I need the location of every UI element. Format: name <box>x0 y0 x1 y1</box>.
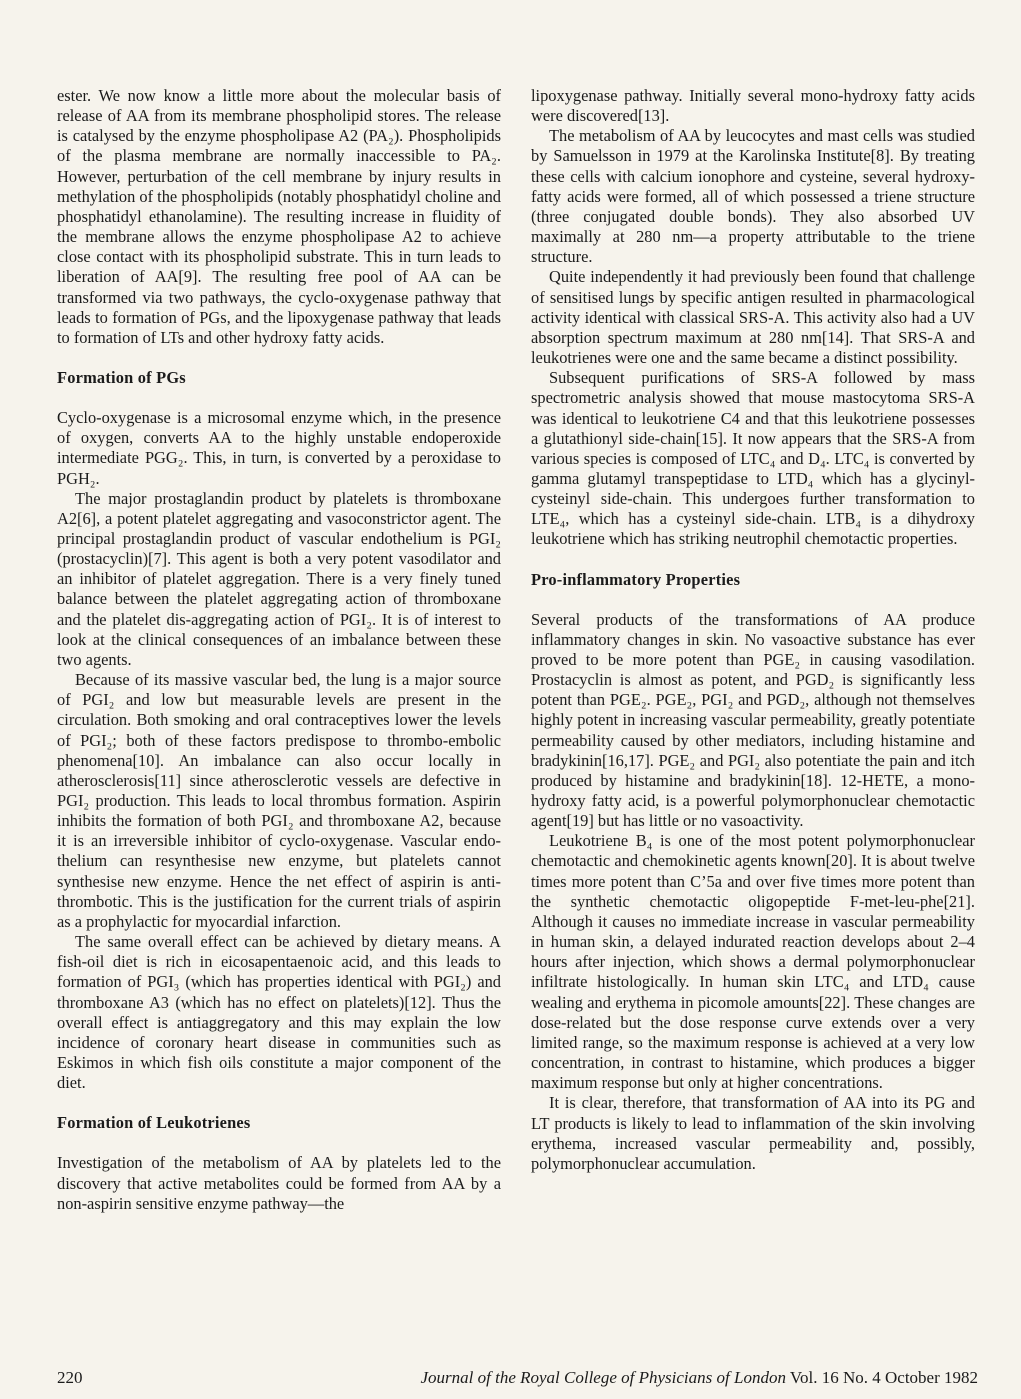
paragraph: It is clear, therefore, that transformation of AA into its PG and LT products is likely to lead to inflammation of the skin involving erythema, increased vascular permeability and, possibly, polymorphonuclear accumulation. <box>531 1093 975 1173</box>
paragraph: Leukotriene B₄ is one of the most potent polymorphonuclear chemotactic and chemokinetic agents known[20]. It is about twelve times more potent than C’5a and over five times more potent than the synthetic chemotactic oligopeptide F-met-leu-phe[21]. Although it causes no immediate increase in vascular permeability in human skin, a delayed indurated reaction develops about 2–4 hours after injection, which shows a dermal polymorphonuclear infiltrate histologically. In human skin LTC₄ and LTD₄ cause wealing and erythema in picomole amounts[22]. These changes are dose-related but the dose response curve extends over a very limited range, so the maximum response is achieved at a very low concentration, in contrast to histamine, which produces a bigger maximum response but only at higher concentrations. <box>531 831 975 1093</box>
paragraph: The same overall effect can be achieved by dietary means. A fish-oil diet is rich in eicosapentaenoic acid, and this leads to formation of PGI₃ (which has properties identical with PGI₂) and thromboxane A3 (which has no effect on platelets)[12]. Thus the overall effect is antiaggregatory and this may explain the low incidence of coronary heart disease in communities such as Eskimos in which fish oils constitute a major component of the diet. <box>57 932 501 1093</box>
paragraph: Because of its massive vascular bed, the lung is a major source of PGI₂ and low but measurable levels are present in the circulation. Both smoking and oral contraceptives lower the levels of PGI₂; both of these factors predispose to thrombo-embolic phenomena[10]. An imbalance can also occur locally in atherosclerosis[11] since atherosclerotic vessels are defective in PGI₂ production. This leads to local thrombus formation. Aspirin inhibits the formation of both PGI₂ and thromboxane A2, because it is an irreversible inhibitor of cyclo-oxygenase. Vascular endothelium can resynthesise new enzyme, but platelets cannot synthesise new enzyme. Hence the net effect of aspirin is anti-thrombotic. This is the justification for the current trials of aspirin as a prophylactic for myocardial infarction. <box>57 670 501 931</box>
paragraph: Subsequent purifications of SRS-A followed by mass spectrometric analysis showed that mouse mastocytoma SRS-A was identical to leukotriene C4 and that this leukotriene possesses a glutathionyl side-chain[15]. It now appears that the SRS-A from various species is composed of LTC₄ and D₄. LTC₄ is converted by gamma glutamyl transpeptidase to LTD₄ which has a glycinyl-cysteinyl side-chain. This undergoes further transformation to LTE₄, which has a cysteinyl side-chain. LTB₄ is a dihydroxy leukotriene which has striking neutrophil chemotactic properties. <box>531 368 975 549</box>
journal-issue: Vol. 16 No. 4 October 1982 <box>789 1368 978 1387</box>
paragraph: Cyclo-oxygenase is a microsomal enzyme which, in the presence of oxygen, converts AA to the highly unstable endoperoxide intermediate PGG₂. This, in turn, is converted by a peroxidase to PGH₂. <box>57 408 501 488</box>
left-column <box>57 86 501 1214</box>
paragraph: Investigation of the metabolism of AA by platelets led to the discovery that active metabolites could be formed from AA by a non-aspirin sensitive enzyme pathway—the <box>57 1153 501 1213</box>
journal-name: Journal of the Royal College of Physicians of London <box>420 1368 786 1387</box>
section-heading-pgs: Formation of PGs <box>57 368 186 388</box>
paragraph: lipoxygenase pathway. Initially several mono-hydroxy fatty acids were discovered[13]. <box>531 86 975 126</box>
page-number: 220 <box>57 1368 83 1387</box>
paragraph: The metabolism of AA by leucocytes and mast cells was studied by Samuelsson in 1979 at the Karolinska Institute[8]. By treating these cells with calcium ionophore and cysteine, several hydroxy-fatty acids were formed, all of which possessed a triene structure (three conjugated double bonds). They also absorbed UV maximally at 280 nm—a property attributable to the triene structure. <box>531 126 975 267</box>
journal-citation <box>420 1368 978 1388</box>
right-column <box>531 86 975 1174</box>
paragraph: Several products of the transformations of AA produce inflammatory changes in skin. No vasoactive substance has ever proved to be more potent than PGE₂ in causing vasodilation. Prostacyclin is almost as potent, and PGD₂ is significantly less potent than PGE₂. PGE₂, PGI₂ and PGD₂, although not themselves highly potent in increasing vascular permeability, greatly potentiate permeability caused by other mediators, including histamine and bradykinin[16,17]. PGE₂ and PGI₂ also potentiate the pain and itch produced by histamine and bradykinin[18]. 12-HETE, a mono-hydroxy fatty acid, is a powerful polymorphonuclear chemotactic agent[19] but has little or no vasoactivity. <box>531 609 975 831</box>
paragraph: The major prostaglandin product by platelets is thromboxane A2[6], a potent platelet aggregating and vasoconstrictor agent. The principal prostaglandin product of vascular endothelium is PGI₂ (prostacyclin)[7]. This agent is both a very potent vasodilator and an inhibitor of platelet aggregation. There is a very finely tuned balance between the platelet aggregating action of thromboxane and the platelet dis-aggregating action of PGI₂. It is of interest to look at the clinical consequences of an imbalance between these two agents. <box>57 488 501 669</box>
paragraph: ester. We now know a little more about the molecular basis of release of AA from its membrane phospholipid stores. The release is catalysed by the enzyme phospholipase A2 (PA₂). Phospholipids of the plasma membrane are normally inaccessible to PA₂. However, perturbation of the cell membrane by injury results in methylation of the phospholipids (notably phosphatidyl choline and phosphatidyl ethanolamine). The resulting increase in fluidity of the membrane allows the enzyme phospholipase A2 to achieve close contact with its phospholipid substrate. This in turn leads to liberation of AA[9]. The resulting free pool of AA can be transformed via two pathways, the cyclo-oxygenase pathway that leads to formation of PGs, and the lipoxygenase pathway that leads to formation of LTs and other hydroxy fatty acids. <box>57 86 501 347</box>
section-heading-leukotrienes: Formation of Leukotrienes <box>57 1113 251 1133</box>
section-heading-pro-inflammatory: Pro-inflammatory Properties <box>531 569 741 589</box>
paragraph: Quite independently it had previously been found that challenge of sensitised lungs by specific antigen resulted in pharmacological activity identical with classical SRS-A. This activity also had a UV absorption spectrum maximum at 280 nm[14]. That SRS-A and leukotrienes were one and the same became a distinct possibility. <box>531 267 975 368</box>
